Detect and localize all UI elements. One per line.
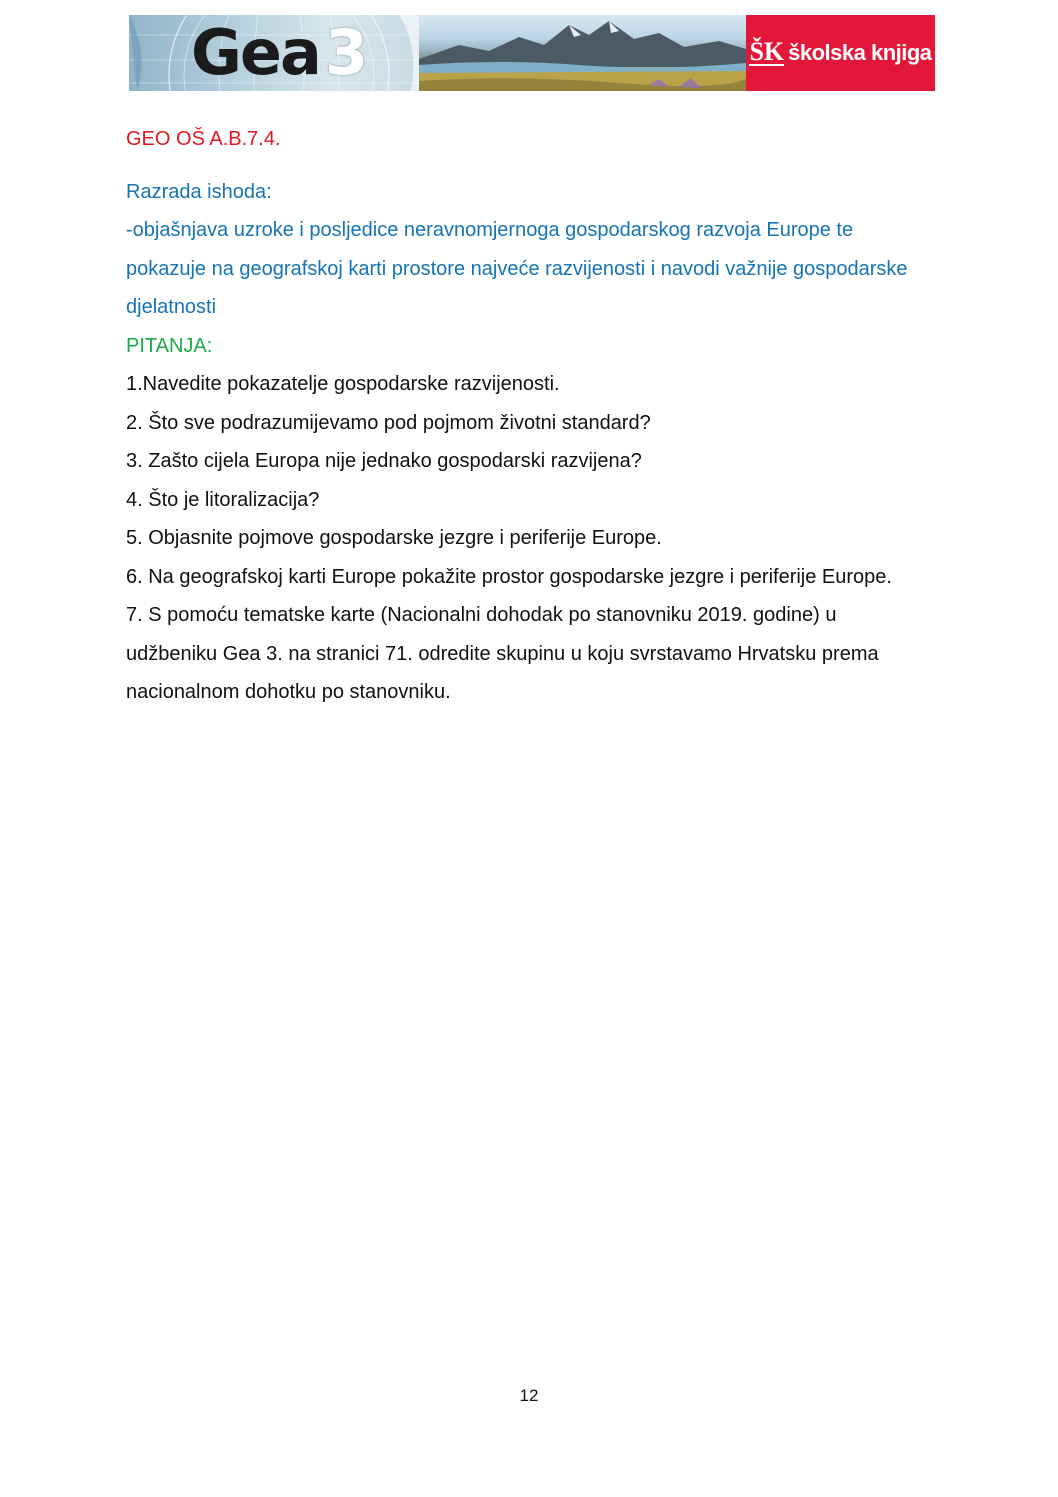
publisher-name: školska knjiga — [788, 40, 932, 65]
header-banner — [129, 15, 935, 91]
questions-heading: PITANJA: — [126, 334, 213, 357]
publisher-mark: ŠK — [749, 37, 785, 66]
outcome-heading: Razrada ishoda: — [126, 180, 272, 203]
question-item: 3. Zašto cijela Europa nije jednako gospodarski razvijena? — [126, 450, 642, 472]
logo-number: 3 — [325, 16, 369, 89]
question-item: 2. Što sve podrazumijevamo pod pojmom životni standard? — [126, 411, 651, 434]
logo-panel — [129, 15, 419, 91]
outcome-text: -objašnjava uzroke i posljedice neravnomjernoga gospodarskog razvoja Europe te pokazuje na geografskoj karti prostore najveće razvijenosti i navodi važnije gospodarske djelatnosti — [126, 219, 908, 318]
publisher-logo — [746, 15, 935, 91]
question-item: 1.Navedite pokazatelje gospodarske razvijenosti. — [126, 373, 560, 395]
question-item: 5. Objasnite pojmove gospodarske jezgre i periferije Europe. — [126, 527, 662, 549]
landscape-photo — [419, 15, 746, 91]
document-body — [126, 120, 926, 712]
question-item: 4. Što je litoralizacija? — [126, 488, 320, 511]
mountain-landscape-graphic — [419, 15, 746, 91]
curriculum-code: GEO OŠ A.B.7.4. — [126, 128, 281, 150]
page-number: 12 — [519, 1386, 539, 1405]
logo-text: Gea — [191, 16, 320, 89]
question-item: 7. S pomoću tematske karte (Nacionalni dohodak po stanovniku 2019. godine) u udžbeniku Gea 3. na stranici 71. odredite skupinu u koju svrstavamo Hrvatsku prema nacionalnom dohotku po stanovniku. — [126, 604, 879, 703]
question-item: 6. Na geografskoj karti Europe pokažite prostor gospodarske jezgre i periferije Europe. — [126, 565, 892, 588]
